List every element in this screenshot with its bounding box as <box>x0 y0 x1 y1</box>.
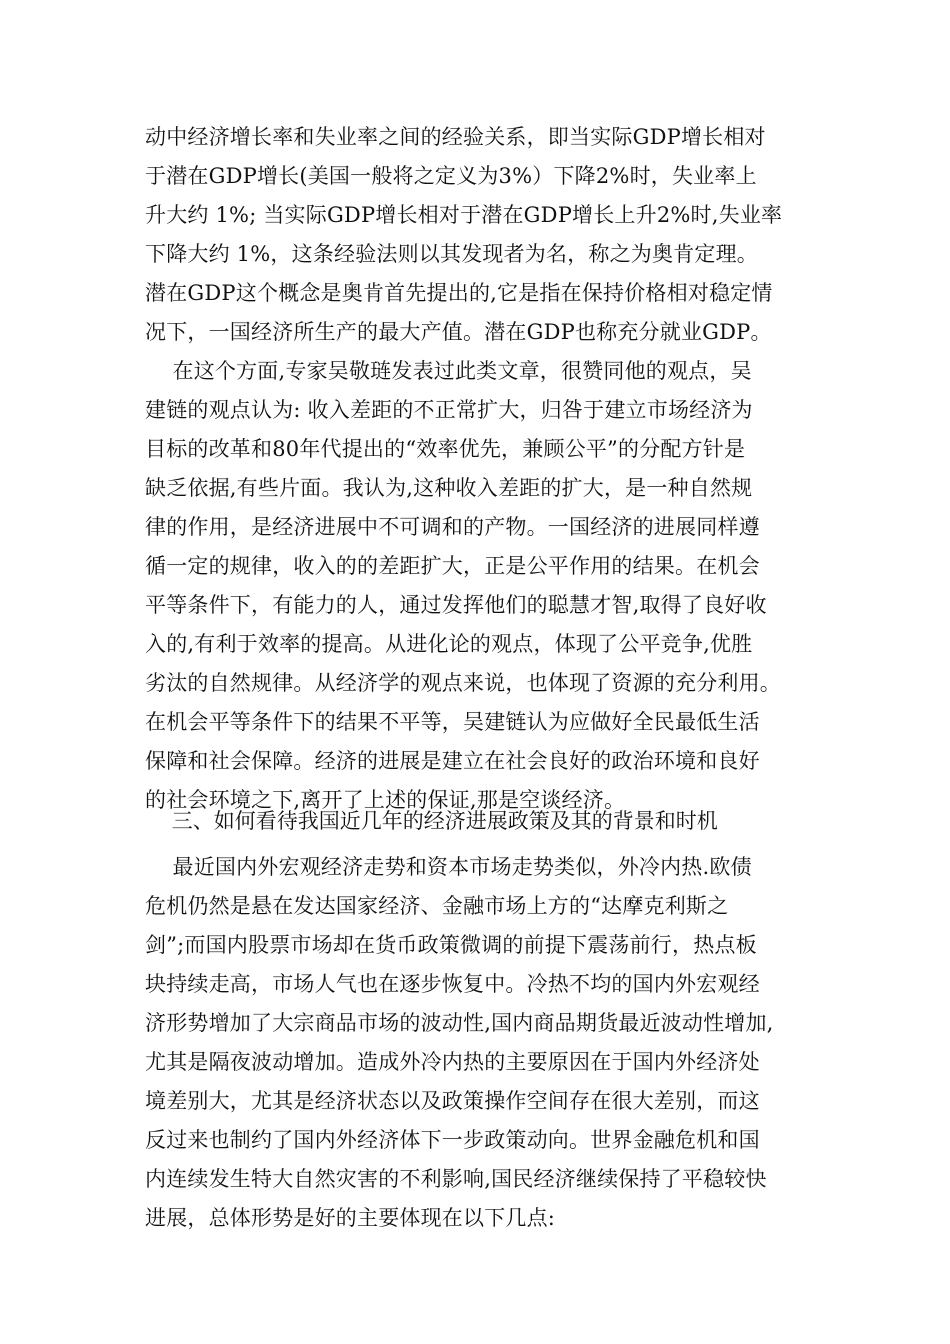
text-line: 目标的改革和80年代提出的“效率优先，兼顾公平”的分配方针是 <box>145 437 746 461</box>
text-line: 潜在GDP这个概念是奥肯首先提出的,它是指在保持价格相对稳定情 <box>145 281 773 305</box>
section-heading-text: 三、如何看待我国近几年的经济进展政策及其的背景和时机 <box>145 809 718 833</box>
text-line: 况下，一国经济所生产的最大产值。潜在GDP也称充分就业GDP。 <box>145 320 772 344</box>
text-line: 进展，总体形势是好的主要体现在以下几点: <box>145 1206 556 1230</box>
text-line: 平等条件下，有能力的人，通过发挥他们的聪慧才智,取得了良好收 <box>145 593 767 617</box>
text-line: 于潜在GDP增长(美国一般将之定义为3%）下降2%时，失业率上 <box>145 164 757 188</box>
paragraph-okun-law <box>145 118 825 352</box>
text-line: 尤其是隔夜波动增加。造成外冷内热的主要原因在于国内外经济处 <box>145 1050 760 1074</box>
text-line: 循一定的规律，收入的的差距扩大，正是公平作用的结果。在机会 <box>145 554 760 578</box>
text-line: 内连续发生特大自然灾害的不利影响,国民经济继续保持了平稳较快 <box>145 1167 767 1191</box>
text-line: 律的作用，是经济进展中不可调和的产物。一国经济的进展同样遵 <box>145 515 760 539</box>
text-line: 块持续走高，市场人气也在逐步恢复中。冷热不均的国内外宏观经 <box>145 972 760 996</box>
paragraph-macro-economy <box>145 848 825 1238</box>
text-line: 的社会环境之下,离开了上述的保证,那是空谈经济。 <box>145 788 626 812</box>
text-line: 建链的观点认为: 收入差距的不正常扩大，归咎于建立市场经济为 <box>145 398 753 422</box>
text-line: 在这个方面,专家吴敬琏发表过此类文章，很赞同他的观点，吴 <box>145 359 752 383</box>
text-line: 反过来也制约了国内外经济体下一步政策动向。世界金融危机和国 <box>145 1128 760 1152</box>
text-line: 入的,有利于效率的提高。从进化论的观点，体现了公平竞争,优胜 <box>145 632 753 656</box>
text-line: 最近国内外宏观经济走势和资本市场走势类似，外冷内热.欧债 <box>145 855 752 879</box>
text-line: 动中经济增长率和失业率之间的经验关系，即当实际GDP增长相对 <box>145 125 766 149</box>
text-line: 境差别大，尤其是经济状态以及政策操作空间存在很大差别，而这 <box>145 1089 760 1113</box>
text-line: 缺乏依据,有些片面。我认为,这种收入差距的扩大，是一种自然规 <box>145 476 753 500</box>
text-line: 劣汰的自然规律。从经济学的观点来说，也体现了资源的充分利用。 <box>145 671 781 695</box>
section-heading-3 <box>145 802 825 841</box>
paragraph-income-gap <box>145 352 825 820</box>
text-line: 升大约 1%; 当实际GDP增长相对于潜在GDP增长上升2%时,失业率 <box>145 203 783 227</box>
text-line: 剑”;而国内股票市场却在货币政策微调的前提下震荡前行，热点板 <box>145 933 757 957</box>
text-line: 下降大约 1%，这条经验法则以其发现者为名，称之为奥肯定理。 <box>145 242 758 266</box>
text-line: 济形势增加了大宗商品市场的波动性,国内商品期货最近波动性增加, <box>145 1011 774 1035</box>
text-line: 危机仍然是悬在发达国家经济、金融市场上方的“达摩克利斯之 <box>145 894 729 918</box>
text-line: 保障和社会保障。经济的进展是建立在社会良好的政治环境和良好 <box>145 749 760 773</box>
text-line: 在机会平等条件下的结果不平等，吴建链认为应做好全民最低生活 <box>145 710 760 734</box>
